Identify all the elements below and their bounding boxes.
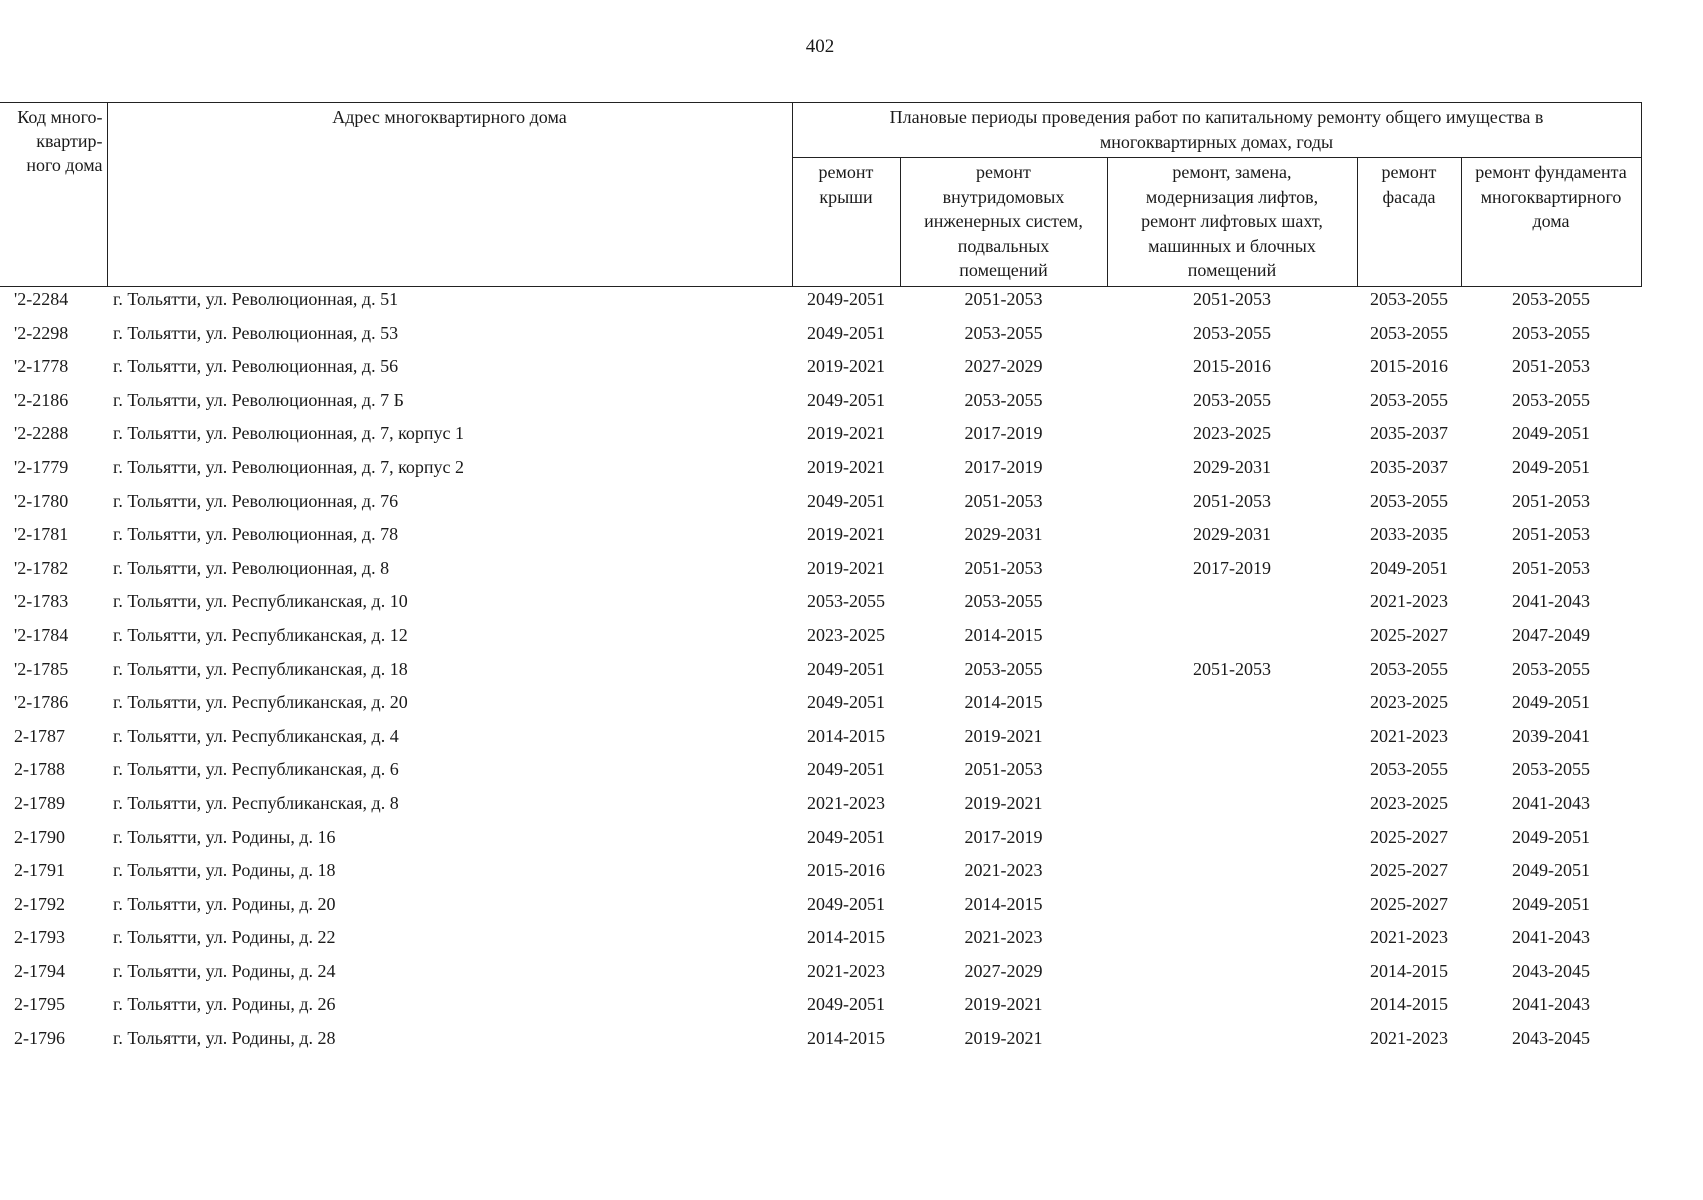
foundation-period-cell: 2053-2055 <box>1512 389 1590 410</box>
foundation-period-cell: 2051-2053 <box>1512 524 1590 545</box>
table-row <box>0 959 1641 993</box>
roof-period-cell: 2049-2051 <box>807 893 885 914</box>
foundation-period-cell: 2051-2053 <box>1512 490 1590 511</box>
header-code-line: ного дома <box>26 155 103 175</box>
address-cell: г. Тольятти, ул. Республиканская, д. 20 <box>113 692 408 713</box>
engineering-period-cell: 2053-2055 <box>964 322 1043 343</box>
elevators-period-cell: 2051-2053 <box>1193 289 1271 309</box>
table-row <box>0 791 1641 825</box>
roof-period-cell: 2049-2051 <box>807 759 885 780</box>
address-cell: г. Тольятти, ул. Родины, д. 28 <box>113 1028 336 1049</box>
header-line: подвальных <box>957 235 1050 256</box>
foundation-period-cell: 2049-2051 <box>1512 692 1590 713</box>
address-cell: г. Тольятти, ул. Республиканская, д. 12 <box>113 624 408 645</box>
facade-period-cell: 2053-2055 <box>1370 658 1448 679</box>
table-row <box>0 858 1641 892</box>
table-row <box>0 825 1641 859</box>
table-row <box>0 354 1641 388</box>
house-code-cell: '2-1784 <box>14 624 69 645</box>
house-code-cell: '2-1779 <box>14 456 69 477</box>
foundation-period-cell: 2047-2049 <box>1512 624 1590 645</box>
foundation-period-cell: 2043-2045 <box>1512 960 1590 981</box>
address-cell: г. Тольятти, ул. Республиканская, д. 4 <box>113 725 399 746</box>
house-code-cell: 2-1793 <box>14 927 65 948</box>
address-cell: г. Тольятти, ул. Революционная, д. 7 Б <box>113 389 404 410</box>
engineering-period-cell: 2021-2023 <box>964 927 1043 948</box>
table-row <box>0 1026 1641 1060</box>
engineering-period-cell: 2019-2021 <box>964 792 1043 813</box>
foundation-period-cell: 2051-2053 <box>1512 557 1590 578</box>
header-line: инженерных систем, <box>924 211 1083 231</box>
roof-period-cell: 2014-2015 <box>807 927 885 948</box>
engineering-period-cell: 2017-2019 <box>964 423 1043 444</box>
roof-period-cell: 2015-2016 <box>807 860 885 881</box>
roof-period-cell: 2049-2051 <box>807 692 885 713</box>
header-line: машинных и блочных <box>1148 235 1316 256</box>
house-code-cell: 2-1794 <box>14 960 65 981</box>
engineering-period-cell: 2027-2029 <box>964 960 1043 981</box>
house-code-cell: '2-2186 <box>14 389 69 410</box>
roof-period-cell: 2049-2051 <box>807 289 885 309</box>
roof-period-cell: 2019-2021 <box>807 423 885 444</box>
house-code-cell: 2-1792 <box>14 893 65 914</box>
foundation-period-cell: 2049-2051 <box>1512 893 1590 914</box>
header-foundation <box>1461 158 1641 287</box>
address-cell: г. Тольятти, ул. Родины, д. 18 <box>113 860 336 881</box>
address-cell: г. Тольятти, ул. Революционная, д. 51 <box>113 289 399 309</box>
foundation-period-cell: 2053-2055 <box>1512 289 1590 309</box>
facade-period-cell: 2025-2027 <box>1370 624 1448 645</box>
engineering-period-cell: 2051-2053 <box>964 759 1043 780</box>
elevators-period-cell: 2023-2025 <box>1193 423 1271 444</box>
roof-period-cell: 2049-2051 <box>807 658 885 679</box>
elevators-period-cell <box>1107 757 1357 791</box>
house-code-cell: '2-1778 <box>14 356 69 377</box>
header-line: ремонт <box>976 162 1031 182</box>
elevators-period-cell <box>1107 992 1357 1026</box>
elevators-period-cell <box>1107 623 1357 657</box>
foundation-period-cell: 2053-2055 <box>1512 759 1590 780</box>
address-cell: г. Тольятти, ул. Революционная, д. 7, корпус 2 <box>113 456 465 477</box>
roof-period-cell: 2049-2051 <box>807 994 885 1015</box>
roof-period-cell: 2021-2023 <box>807 960 885 981</box>
header-line: ремонт лифтовых шахт, <box>1141 211 1323 231</box>
elevators-period-cell <box>1107 892 1357 926</box>
house-code-cell: '2-1783 <box>14 591 69 612</box>
house-code-cell: '2-2298 <box>14 322 69 343</box>
roof-period-cell: 2021-2023 <box>807 792 885 813</box>
address-cell: г. Тольятти, ул. Родины, д. 22 <box>113 927 336 948</box>
foundation-period-cell: 2049-2051 <box>1512 456 1590 477</box>
house-code-cell: 2-1796 <box>14 1028 65 1049</box>
elevators-period-cell <box>1107 1026 1357 1060</box>
house-code-cell: '2-1781 <box>14 524 69 545</box>
table-row <box>0 589 1641 623</box>
address-cell: г. Тольятти, ул. Революционная, д. 56 <box>113 356 399 377</box>
facade-period-cell: 2014-2015 <box>1370 960 1448 981</box>
house-code-cell: '2-1780 <box>14 490 69 511</box>
header-line: внутридомовых <box>942 186 1065 207</box>
table-row <box>0 522 1641 556</box>
facade-period-cell: 2053-2055 <box>1370 389 1448 410</box>
house-code-cell: 2-1787 <box>14 725 65 746</box>
address-cell: г. Тольятти, ул. Родины, д. 16 <box>113 826 336 847</box>
table-header <box>0 103 1641 287</box>
address-cell: г. Тольятти, ул. Родины, д. 20 <box>113 893 336 914</box>
table-row <box>0 455 1641 489</box>
roof-period-cell: 2049-2051 <box>807 826 885 847</box>
elevators-period-cell <box>1107 825 1357 859</box>
facade-period-cell: 2021-2023 <box>1370 927 1448 948</box>
roof-period-cell: 2014-2015 <box>807 725 885 746</box>
header-line: ремонт <box>818 162 874 182</box>
elevators-period-cell <box>1107 858 1357 892</box>
house-code-cell: 2-1789 <box>14 792 65 813</box>
address-cell: г. Тольятти, ул. Революционная, д. 78 <box>113 524 399 545</box>
facade-period-cell: 2035-2037 <box>1370 456 1448 477</box>
address-cell: г. Тольятти, ул. Родины, д. 24 <box>113 960 336 981</box>
header-code <box>0 103 107 287</box>
elevators-period-cell: 2029-2031 <box>1193 524 1271 545</box>
foundation-period-cell: 2041-2043 <box>1512 792 1590 813</box>
roof-period-cell: 2019-2021 <box>807 456 885 477</box>
header-line: крыши <box>819 186 873 207</box>
foundation-period-cell: 2039-2041 <box>1512 725 1590 746</box>
engineering-period-cell: 2051-2053 <box>964 490 1043 511</box>
roof-period-cell: 2049-2051 <box>807 322 885 343</box>
address-cell: г. Тольятти, ул. Революционная, д. 76 <box>113 490 399 511</box>
house-code-cell: 2-1795 <box>14 994 65 1015</box>
header-roof <box>792 158 900 287</box>
elevators-period-cell <box>1107 589 1357 623</box>
facade-period-cell: 2033-2035 <box>1370 524 1448 545</box>
foundation-period-cell: 2053-2055 <box>1512 322 1590 343</box>
elevators-period-cell <box>1107 959 1357 993</box>
header-group-line: многоквартирных домах, годы <box>1099 132 1334 152</box>
header-line: многоквартирного <box>1480 186 1622 207</box>
header-line: фасада <box>1382 186 1436 207</box>
address-cell: г. Тольятти, ул. Революционная, д. 7, корпус 1 <box>113 423 465 444</box>
engineering-period-cell: 2019-2021 <box>964 1028 1043 1049</box>
address-cell: г. Тольятти, ул. Республиканская, д. 8 <box>113 792 399 813</box>
engineering-period-cell: 2019-2021 <box>964 994 1043 1015</box>
engineering-period-cell: 2053-2055 <box>964 591 1043 612</box>
table-row <box>0 892 1641 926</box>
foundation-period-cell: 2051-2053 <box>1512 356 1590 377</box>
roof-period-cell: 2053-2055 <box>807 591 885 612</box>
table-row <box>0 388 1641 422</box>
header-line: помещений <box>1187 260 1277 280</box>
table-row <box>0 925 1641 959</box>
address-cell: г. Тольятти, ул. Революционная, д. 53 <box>113 322 399 343</box>
roof-period-cell: 2014-2015 <box>807 1028 885 1049</box>
house-code-cell: '2-2288 <box>14 423 69 444</box>
elevators-period-cell: 2053-2055 <box>1193 389 1271 410</box>
table-row <box>0 724 1641 758</box>
table-body <box>0 287 1641 1060</box>
header-group-line: Плановые периоды проведения работ по капитальному ремонту общего имущества в <box>889 107 1544 127</box>
header-address: Адрес многоквартирного дома <box>107 103 792 287</box>
engineering-period-cell: 2019-2021 <box>964 725 1043 746</box>
table-row <box>0 556 1641 590</box>
facade-period-cell: 2021-2023 <box>1370 1028 1448 1049</box>
house-code-cell: 2-1788 <box>14 759 65 780</box>
table-row <box>0 489 1641 523</box>
engineering-period-cell: 2029-2031 <box>964 524 1043 545</box>
facade-period-cell: 2021-2023 <box>1370 591 1448 612</box>
foundation-period-cell: 2041-2043 <box>1512 994 1590 1015</box>
roof-period-cell: 2049-2051 <box>807 490 885 511</box>
header-elevators <box>1107 158 1357 287</box>
elevators-period-cell <box>1107 690 1357 724</box>
engineering-period-cell: 2051-2053 <box>964 557 1043 578</box>
facade-period-cell: 2053-2055 <box>1370 759 1448 780</box>
address-cell: г. Тольятти, ул. Революционная, д. 8 <box>113 557 390 578</box>
table-row <box>0 287 1641 321</box>
address-cell: г. Тольятти, ул. Республиканская, д. 18 <box>113 658 408 679</box>
table-row <box>0 321 1641 355</box>
house-code-cell: 2-1791 <box>14 860 65 881</box>
house-code-cell: '2-1782 <box>14 557 69 578</box>
table-row <box>0 690 1641 724</box>
header-line: модернизация лифтов, <box>1145 186 1319 207</box>
roof-period-cell: 2023-2025 <box>807 624 885 645</box>
roof-period-cell: 2049-2051 <box>807 389 885 410</box>
table-row <box>0 757 1641 791</box>
facade-period-cell: 2053-2055 <box>1370 322 1448 343</box>
facade-period-cell: 2021-2023 <box>1370 725 1448 746</box>
facade-period-cell: 2025-2027 <box>1370 860 1448 881</box>
roof-period-cell: 2019-2021 <box>807 557 885 578</box>
facade-period-cell: 2053-2055 <box>1370 490 1448 511</box>
header-line: ремонт фундамента <box>1475 162 1627 182</box>
engineering-period-cell: 2053-2055 <box>964 658 1043 679</box>
facade-period-cell: 2023-2025 <box>1370 692 1448 713</box>
address-cell: г. Тольятти, ул. Родины, д. 26 <box>113 994 336 1015</box>
roof-period-cell: 2019-2021 <box>807 524 885 545</box>
elevators-period-cell <box>1107 791 1357 825</box>
foundation-period-cell: 2043-2045 <box>1512 1028 1590 1049</box>
foundation-period-cell: 2049-2051 <box>1512 860 1590 881</box>
house-code-cell: '2-2284 <box>14 289 69 309</box>
house-code-cell: '2-1786 <box>14 692 69 713</box>
header-line: ремонт, замена, <box>1172 162 1292 182</box>
house-code-cell: '2-1785 <box>14 658 69 679</box>
foundation-period-cell: 2041-2043 <box>1512 591 1590 612</box>
header-line: ремонт <box>1381 162 1437 182</box>
address-cell: г. Тольятти, ул. Республиканская, д. 6 <box>113 759 399 780</box>
engineering-period-cell: 2021-2023 <box>964 860 1043 881</box>
facade-period-cell: 2025-2027 <box>1370 893 1448 914</box>
facade-period-cell: 2035-2037 <box>1370 423 1448 444</box>
engineering-period-cell: 2027-2029 <box>964 356 1043 377</box>
engineering-period-cell: 2053-2055 <box>964 389 1043 410</box>
engineering-period-cell: 2014-2015 <box>964 893 1043 914</box>
elevators-period-cell: 2017-2019 <box>1193 557 1271 578</box>
engineering-period-cell: 2051-2053 <box>964 289 1043 309</box>
facade-period-cell: 2053-2055 <box>1370 289 1448 309</box>
table-row <box>0 992 1641 1026</box>
header-code-line: Код много- <box>17 107 103 127</box>
header-code-line: квартир- <box>36 131 103 151</box>
table-row <box>0 657 1641 691</box>
elevators-period-cell: 2051-2053 <box>1193 490 1271 511</box>
header-line: дома <box>1532 211 1570 231</box>
header-facade <box>1357 158 1461 287</box>
foundation-period-cell: 2053-2055 <box>1512 658 1590 679</box>
engineering-period-cell: 2014-2015 <box>964 624 1043 645</box>
foundation-period-cell: 2041-2043 <box>1512 927 1590 948</box>
facade-period-cell: 2049-2051 <box>1370 557 1448 578</box>
roof-period-cell: 2019-2021 <box>807 356 885 377</box>
table-row <box>0 421 1641 455</box>
foundation-period-cell: 2049-2051 <box>1512 423 1590 444</box>
foundation-period-cell: 2049-2051 <box>1512 826 1590 847</box>
table-row <box>0 623 1641 657</box>
elevators-period-cell: 2053-2055 <box>1193 322 1271 343</box>
capital-repair-table <box>0 102 1642 1060</box>
engineering-period-cell: 2017-2019 <box>964 456 1043 477</box>
facade-period-cell: 2015-2016 <box>1370 356 1448 377</box>
engineering-period-cell: 2017-2019 <box>964 826 1043 847</box>
elevators-period-cell <box>1107 925 1357 959</box>
header-line: помещений <box>959 260 1048 280</box>
page-number: 402 <box>805 36 835 57</box>
facade-period-cell: 2025-2027 <box>1370 826 1448 847</box>
house-code-cell: 2-1790 <box>14 826 65 847</box>
elevators-period-cell: 2015-2016 <box>1193 356 1271 377</box>
elevators-period-cell: 2029-2031 <box>1193 456 1271 477</box>
elevators-period-cell <box>1107 724 1357 758</box>
facade-period-cell: 2014-2015 <box>1370 994 1448 1015</box>
facade-period-cell: 2023-2025 <box>1370 792 1448 813</box>
elevators-period-cell: 2051-2053 <box>1193 658 1271 679</box>
header-planned-periods <box>792 103 1641 158</box>
header-engineering <box>900 158 1107 287</box>
address-cell: г. Тольятти, ул. Республиканская, д. 10 <box>113 591 408 612</box>
engineering-period-cell: 2014-2015 <box>964 692 1043 713</box>
